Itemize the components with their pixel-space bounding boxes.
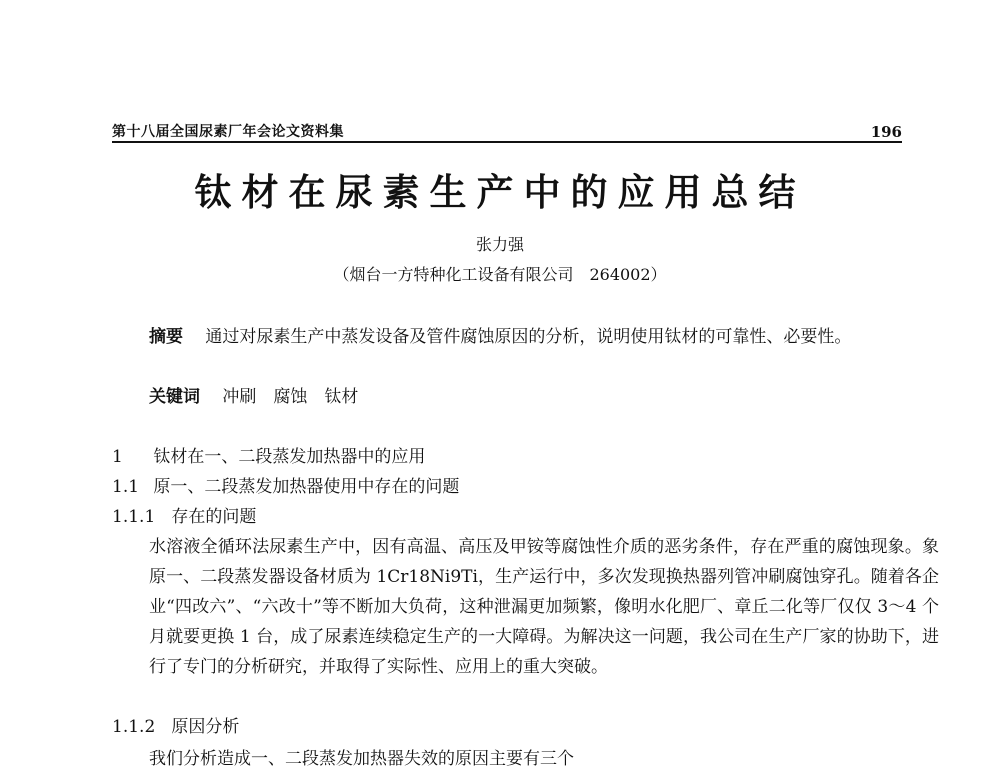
header-rule	[112, 141, 902, 143]
keywords	[112, 382, 939, 412]
section-title: 钛材在一、二段蒸发加热器中的应用	[153, 447, 426, 467]
section-heading	[112, 442, 425, 467]
cut-off-text: 我们分析造成一、二段蒸发加热器失效的原因主要有三个	[149, 749, 574, 769]
section-number: 1	[112, 447, 123, 467]
section-heading	[112, 502, 256, 527]
section-heading	[112, 472, 459, 497]
author: 张力强	[475, 235, 524, 254]
abstract-text: 通过对尿素生产中蒸发设备及管件腐蚀原因的分析，说明使用钛材的可靠性、必要性。	[205, 327, 852, 347]
keywords-text: 冲刷 腐蚀 钛材	[222, 387, 359, 407]
section-title: 存在的问题	[171, 507, 257, 527]
section-number: 1.1.1	[112, 507, 156, 527]
keywords-label: 关键词	[149, 387, 200, 407]
affiliation: （烟台一方特种化工设备有限公司 264002）	[333, 265, 667, 284]
cut-off-line	[112, 744, 902, 774]
abstract	[112, 322, 939, 352]
journal-title: 第十八届全国尿素厂年会论文资料集	[112, 124, 344, 140]
section-title: 原因分析	[171, 717, 240, 737]
section-number: 1.1.2	[112, 717, 156, 737]
page-number: 196	[870, 123, 902, 141]
section-number: 1.1	[112, 477, 140, 497]
abstract-label: 摘要	[149, 327, 183, 347]
section-title: 原一、二段蒸发加热器使用中存在的问题	[153, 477, 460, 497]
body-paragraph: 水溶液全循环法尿素生产中，因有高温、高压及甲铵等腐蚀性介质的恶劣条件，存在严重的腐蚀现象。象原一、二段蒸发器设备材质为 1Cr18Ni9Ti，生产运行中，多次发现换热器列管冲刷腐蚀穿孔。随着各企业“四改六”、“六改十”等不断加大负荷，这种泄漏更加频繁，像明水化肥厂、章丘二化等厂仅仅 3～4 个月就要更换 1 台，成了尿素连续稳定生产的一大障碍。为解决这一问题，我公司在生产厂家的协助下，进行了专门的分析研究，并取得了实际性、应用上的重大突破。	[149, 537, 939, 677]
running-header	[112, 119, 902, 141]
paper-title: 钛材在尿素生产中的应用总结	[194, 170, 806, 214]
section-heading	[112, 712, 239, 737]
